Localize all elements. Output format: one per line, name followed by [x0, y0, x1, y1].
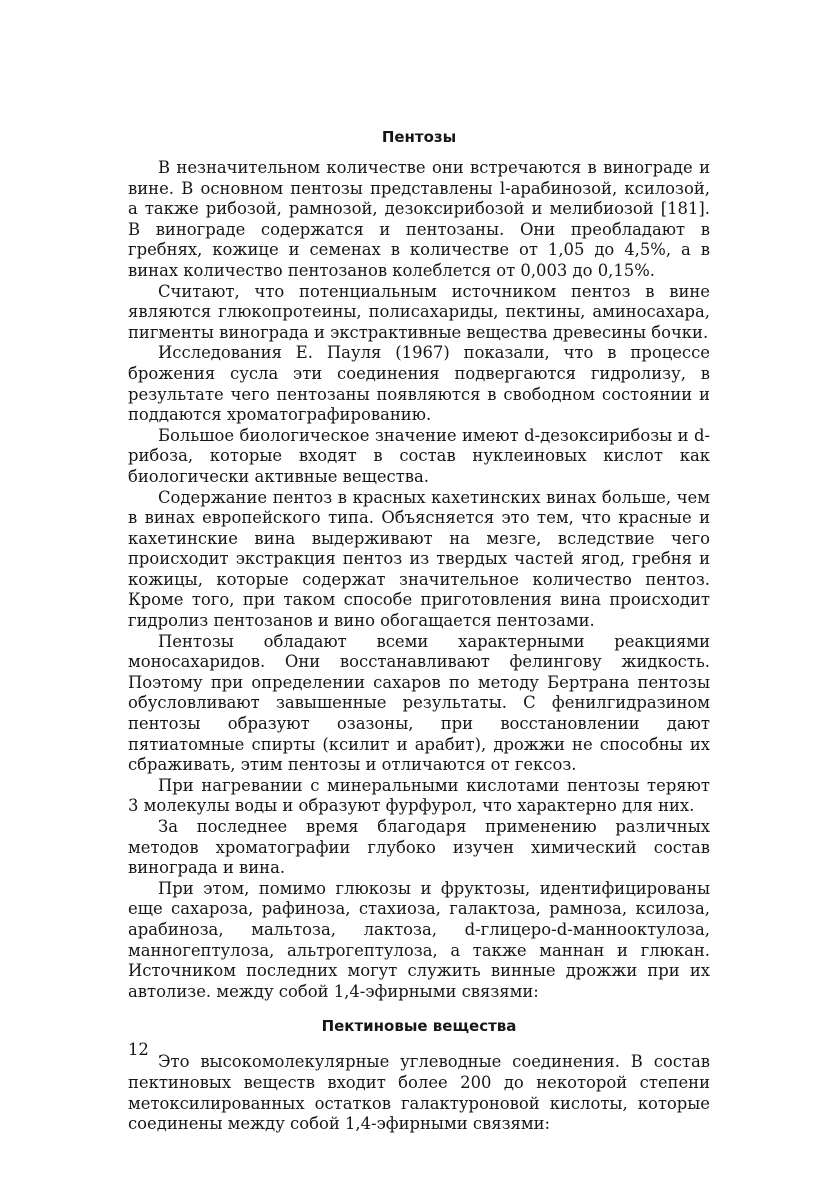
paragraph: За последнее время благодаря применению различных методов хроматографии глубоко изучен химический состав винограда и вина. — [128, 817, 710, 878]
section-heading-pentoses: Пентозы — [381, 128, 457, 146]
paragraph: Считают, что потенциальным источником пентоз в вине являются глюкопротеины, полисахариды, пектины, аминосахара, пигменты винограда и экстрактивные вещества древесины бочки. — [128, 281, 710, 342]
paragraph: Содержание пентоз в красных кахетинских винах больше, чем в винах европейского типа. Объясняется это тем, что красные и кахетинские вина выдерживают на мезге, вследствие чего происходит экстракция пентоз из твердых частей ягод, гребня и кожицы, которые содержат значительное количество пентоз. Кроме того, при таком способе приготовления вина происходит гидролиз пентозанов и вино обогащается пентозами. — [128, 487, 710, 631]
paragraph: При нагревании с минеральными кислотами пентозы теряют 3 молекулы воды и образуют фурфурол, что характерно для них. — [128, 775, 710, 816]
paragraph: Пентозы обладают всеми характерными реакциями моносахаридов. Они восстанавливают фелингову жидкость. Поэтому при определении сахаров по методу Бертрана пентозы обусловливают завышенные результаты. С фенилгидразином пентозы образуют озазоны, при восстановлении дают пятиатомные спирты (ксилит и арабит), дрожжи не способны их сбраживать, этим пентозы и отличаются от гексоз. — [128, 631, 710, 775]
paragraph: Исследования Е. Пауля (1967) показали, что в процессе брожения сусла эти соединения подвергаются гидролизу, в результате чего пентозаны появляются в свободном состоянии и поддаются хроматографированию. — [128, 343, 710, 425]
paragraph: Большое биологическое значение имеют d-дезоксирибозы и d-рибоза, которые входят в состав нуклеиновых кислот как биологически активные вещества. — [128, 425, 710, 486]
section-heading-pectins: Пектиновые вещества — [321, 1017, 517, 1036]
paragraph: Это высокомолекулярные углеводные соединения. В состав пектиновых веществ входит более 200 до некоторой степени метоксилированных остатков галактуроновой кислоты, которые соединены между собой 1,4-эфирными связями: — [128, 1052, 710, 1134]
page-number: 12 — [128, 1040, 149, 1059]
paragraph: При этом, помимо глюкозы и фруктозы, идентифицированы еще сахароза, рафиноза, стахиоза, галактоза, рамноза, ксилоза, арабиноза, мальтоза, лактоза, d-глицеро-d-манноoктулоза, манногептулоза, альтрогептулоза, а также маннан и глюкан. Источником последних могут служить винные дрожжи при их автолизе. между собой 1,4-эфирными связями: — [128, 878, 710, 1001]
page-body — [128, 120, 710, 1135]
paragraph: В незначительном количестве они встречаются в винограде и вине. В основном пентозы представлены l-арабинозой, ксилозой, а также рибозой, рамнозой, дезоксирибозой и мелибиозой [181]. В винограде содержатся и пентозаны. Они преобладают в гребнях, кожице и семенах в количестве от 1,05 до 4,5%, а в винах количество пентозанов колеблется от 0,003 до 0,15%. — [128, 158, 710, 280]
